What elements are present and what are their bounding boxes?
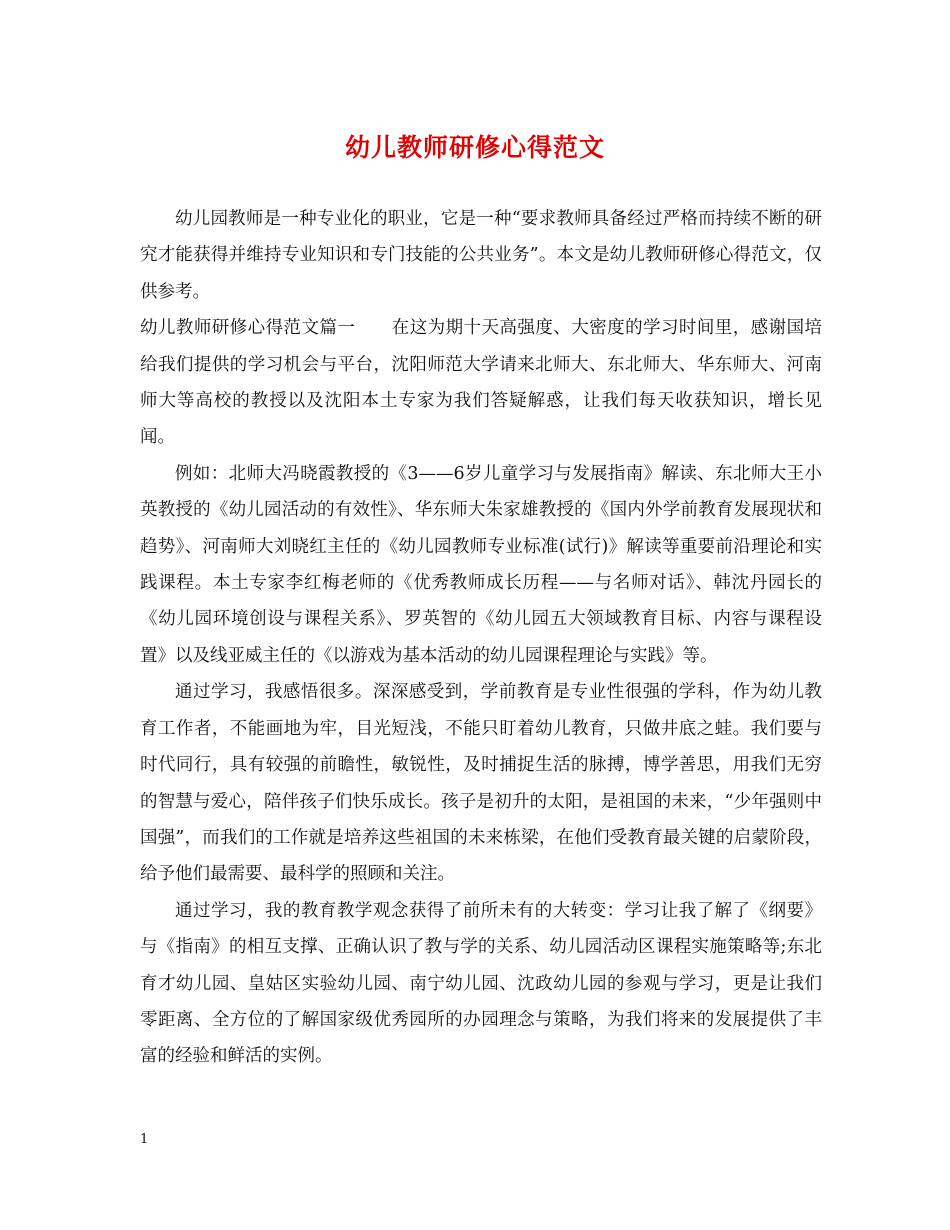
section-paragraph <box>140 310 822 456</box>
body-paragraph: 例如：北师大冯晓霞教授的《3——6岁儿童学习与发展指南》解读、东北师大王小英教授的《幼儿园活动的有效性》、华东师大朱家雄教授的《国内外学前教育发展现状和趋势》、河南师大刘晓红主任的《幼儿园教师专业标准(试行)》解读等重要前沿理论和实践课程。本土专家李红梅老师的《优秀教师成长历程——与名师对话》、韩沈丹园长的《幼儿园环境创设与课程关系》、罗英智的《幼儿园五大领域教育目标、内容与课程设置》以及线亚威主任的《以游戏为基本活动的幼儿园课程理论与实践》等。 <box>140 463 822 666</box>
document-body <box>140 201 822 1075</box>
document-title: 幼儿教师研修心得范文 <box>344 133 605 162</box>
intro-paragraph: 幼儿园教师是一种专业化的职业，它是一种“要求教师具备经过严格而持续不断的研究才能获得并维持专业知识和专门技能的公共业务”。本文是幼儿教师研修心得范文，仅供参考。 <box>140 209 822 302</box>
body-paragraph: 通过学习，我的教育教学观念获得了前所未有的大转变：学习让我了解了《纲要》与《指南》的相互支撑、正确认识了教与学的关系、幼儿园活动区课程实施策略等;东北育才幼儿园、皇姑区实验幼儿园、南宁幼儿园、沈政幼儿园的参观与学习，更是让我们零距离、全方位的了解国家级优秀园所的办园理念与策略，为我们将来的发展提供了丰富的经验和鲜活的实例。 <box>140 900 822 1067</box>
section-heading: 幼儿教师研修心得范文篇一 <box>140 318 356 339</box>
page-number: 1 <box>140 1132 149 1147</box>
body-paragraph: 通过学习，我感悟很多。深深感受到，学前教育是专业性很强的学科，作为幼儿教育工作者，不能画地为牢，目光短浅，不能只盯着幼儿教育，只做井底之蛙。我们要与时代同行，具有较强的前瞻性，敏锐性，及时捕捉生活的脉搏，博学善思，用我们无穷的智慧与爱心，陪伴孩子们快乐成长。孩子是初升的太阳，是祖国的未来，“少年强则中国强”，而我们的工作就是培养这些祖国的未来栋梁，在他们受教育最关键的启蒙阶段，给予他们最需要、最科学的照顾和关注。 <box>140 682 822 885</box>
section-first-paragraph: 在这为期十天高强度、大密度的学习时间里，感谢国培给我们提供的学习机会与平台，沈阳师范大学请来北师大、东北师大、华东师大、河南师大等高校的教授以及沈阳本土专家为我们答疑解惑，让我们每天收获知识，增长见闻。 <box>140 318 823 448</box>
